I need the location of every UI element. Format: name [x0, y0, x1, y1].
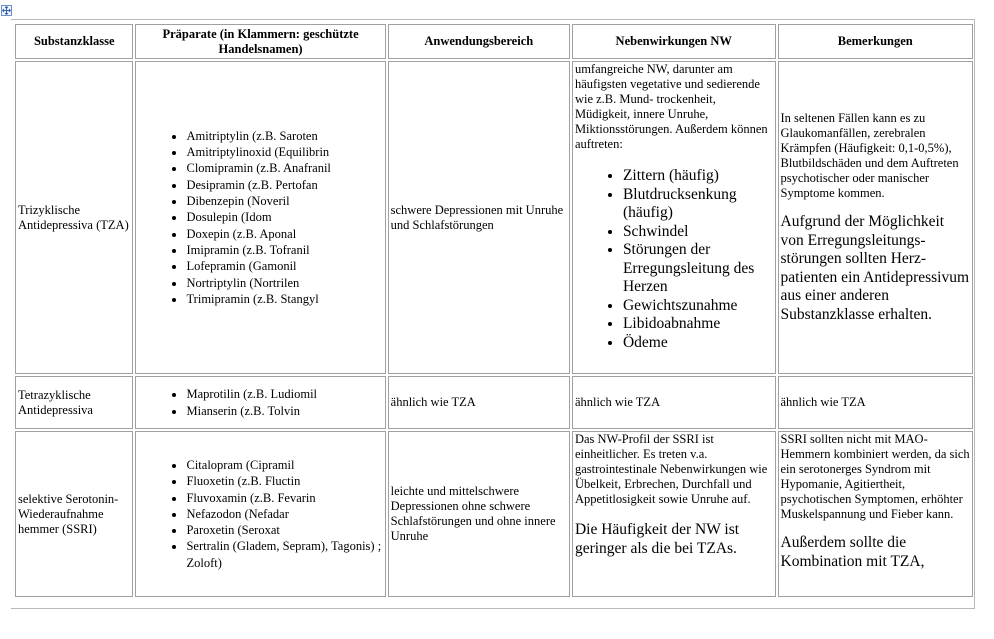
- header-application: Anwendungsbereich: [388, 24, 570, 59]
- ssri-class-cell: [15, 431, 133, 597]
- tza-side-effects-cell: [572, 61, 776, 374]
- header-substance-class: Substanzklasse: [15, 24, 133, 59]
- list-item: • Ödeme: [623, 334, 773, 353]
- tza-application-cell: [388, 61, 570, 374]
- list-item: • Nortriptylin (Nortrilen: [186, 275, 382, 291]
- tetra-remarks: ähnlich wie TZA: [780, 395, 866, 409]
- list-item: • Dosulepin (Idom: [186, 209, 382, 225]
- ssri-drugs-cell: [135, 431, 385, 597]
- ssri-application-cell: [388, 431, 570, 597]
- list-item: • Störungen der Erregungsleitung des Herzen: [623, 241, 773, 297]
- tetra-application-cell: [388, 376, 570, 429]
- tetra-drug-list: [138, 386, 382, 419]
- list-item: • Paroxetin (Seroxat: [186, 522, 382, 538]
- table-row: [15, 376, 973, 429]
- tza-drug-list: [138, 128, 382, 307]
- ssri-remarks-big: Außerdem sollte die Kombination mit TZA,: [780, 534, 925, 570]
- ssri-class: selektive Serotonin-Wiederaufnahme hemmer (SSRI): [18, 491, 119, 536]
- antidepressant-table: [13, 22, 975, 599]
- tza-application: schwere Depressionen mit Unruhe und Schlafstörungen: [390, 202, 564, 232]
- table-move-handle[interactable]: [1, 5, 12, 16]
- ssri-side-effects-big: Die Häufigkeit der NW ist geringer als die bei TZAs.: [574, 521, 740, 557]
- tza-class: Trizyklische Antidepressiva (TZA): [18, 202, 129, 232]
- list-item: • Sertralin (Gladem, Sepram), Tagonis) ; Zoloft): [186, 538, 382, 571]
- tetra-side-effects: ähnlich wie TZA: [574, 395, 661, 409]
- header-remarks: Bemerkungen: [778, 24, 974, 59]
- tza-side-effects-intro: umfangreiche NW, darunter am häufigsten vegetative und sedierende wie z.B. Mund- trockenheit, Müdigkeit, innere Unruhe, Miktionsstörungen. Außerdem können auftreten:: [574, 62, 768, 151]
- list-item: • Mianserin (z.B. Tolvin: [186, 403, 382, 419]
- header-preparations: Präparate (in Klammern: geschützte Handelsnamen): [135, 24, 385, 59]
- list-item: • Lofepramin (Gamonil: [186, 258, 382, 274]
- list-item: • Schwindel: [623, 223, 773, 242]
- tza-drugs-cell: [135, 61, 385, 374]
- list-item: • Maprotilin (z.B. Ludiomil: [186, 386, 382, 402]
- list-item: • Gewichtszunahme: [623, 297, 773, 316]
- tetra-class-cell: [15, 376, 133, 429]
- page-bottom-edge: [11, 608, 975, 609]
- list-item: • Zittern (häufig): [623, 167, 773, 186]
- tza-remarks-cell: [778, 61, 974, 374]
- list-item: • Nefazodon (Nefadar: [186, 506, 382, 522]
- ssri-drug-list: [138, 457, 382, 571]
- tetra-side-effects-cell: [572, 376, 776, 429]
- tetra-application: ähnlich wie TZA: [390, 395, 476, 409]
- list-item: • Citalopram (Cipramil: [186, 457, 382, 473]
- list-item: • Dibenzepin (Noveril: [186, 193, 382, 209]
- ssri-side-effects-cell: [572, 431, 776, 597]
- list-item: • Clomipramin (z.B. Anafranil: [186, 160, 382, 176]
- tetra-drugs-cell: [135, 376, 385, 429]
- ssri-remarks-cell: [778, 431, 974, 597]
- list-item: • Blutdrucksenkung (häufig): [623, 186, 773, 223]
- header-row: [15, 24, 973, 59]
- list-item: • Fluvoxamin (z.B. Fevarin: [186, 490, 382, 506]
- tetra-class: Tetrazyklische Antidepressiva: [18, 387, 93, 417]
- ssri-remarks-small: SSRI sollten nicht mit MAO-Hemmern kombiniert werden, da sich ein serotonerges Syndrom mit Hypomanie, Agitiertheit, psychotischen Symptomen, erhöhter Muskelspannung und Fieber kann.: [780, 432, 970, 521]
- tza-class-cell: [15, 61, 133, 374]
- list-item: • Imipramin (z.B. Tofranil: [186, 242, 382, 258]
- move-arrows-icon: [2, 6, 11, 15]
- list-item: • Libidoabnahme: [623, 315, 773, 334]
- list-item: • Fluoxetin (z.B. Fluctin: [186, 473, 382, 489]
- ssri-application: leichte und mittelschwere Depressionen ohne schwere Schlafstörungen und ohne innere Unruhe: [390, 484, 556, 543]
- tza-remarks-small: In seltenen Fällen kann es zu Glaukomanfällen, zerebralen Krämpfen (Häufigkeit: 0,1-0,5%), Blutbildschäden und dem Auftreten psychotischer oder manischer Symptome kommen.: [780, 111, 959, 200]
- tza-remarks-big: Aufgrund der Möglichkeit von Erregungsleitungs-störungen sollten Herz-patienten ein Antidepressivum aus einer anderen Substanzklasse erhalten.: [780, 213, 970, 323]
- list-item: • Desipramin (z.B. Pertofan: [186, 177, 382, 193]
- header-side-effects: Nebenwirkungen NW: [572, 24, 776, 59]
- tza-side-effects-list: [575, 167, 773, 352]
- list-item: • Doxepin (z.B. Aponal: [186, 226, 382, 242]
- list-item: • Trimipramin (z.B. Stangyl: [186, 291, 382, 307]
- ssri-side-effects-small: Das NW-Profil der SSRI ist einheitlicher. Es treten v.a. gastrointestinale Nebenwirkungen wie Übelkeit, Erbrechen, Durchfall und Appetitlosigkeit sowie Unruhe auf.: [574, 432, 768, 506]
- list-item: • Amitriptylinoxid (Equilibrin: [186, 144, 382, 160]
- table-row: [15, 61, 973, 374]
- table-row: [15, 431, 973, 597]
- tetra-remarks-cell: [778, 376, 974, 429]
- list-item: • Amitriptylin (z.B. Saroten: [186, 128, 382, 144]
